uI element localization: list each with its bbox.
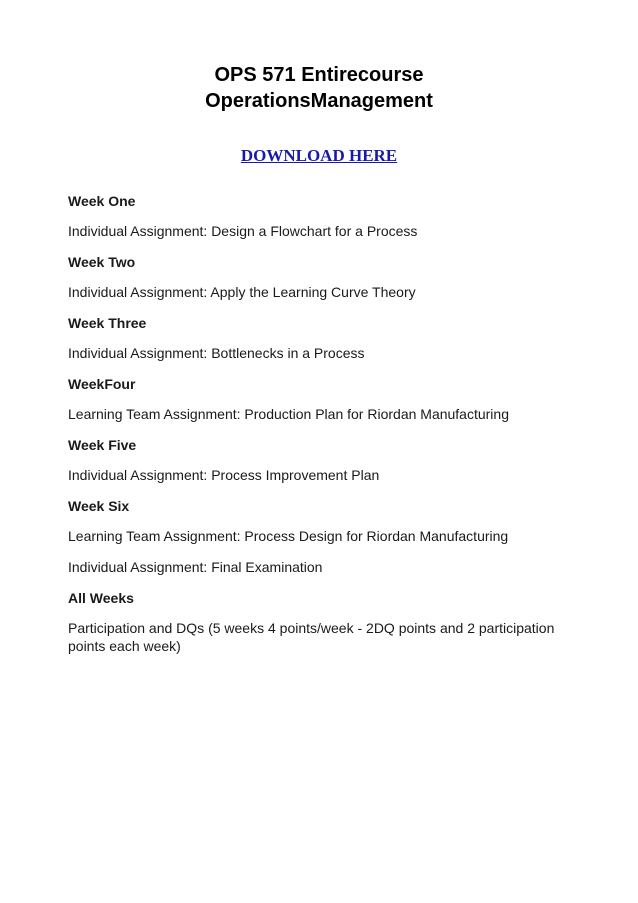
section-heading-week-three: Week Three	[68, 315, 147, 331]
assignment-item: Individual Assignment: Process Improvement Plan	[68, 467, 380, 483]
assignment-item: Learning Team Assignment: Process Design for Riordan Manufacturing	[68, 528, 509, 544]
download-link[interactable]: DOWNLOAD HERE	[240, 146, 398, 165]
section-heading-week-two: Week Two	[68, 254, 136, 270]
assignment-item: Individual Assignment: Bottlenecks in a Process	[68, 345, 365, 361]
section-heading-week-four: WeekFour	[68, 376, 136, 392]
section-heading-all-weeks: All Weeks	[68, 590, 134, 606]
document-title-line1: OPS 571 Entirecourse	[214, 64, 424, 86]
assignment-item: Individual Assignment: Apply the Learning Curve Theory	[68, 284, 416, 300]
course-outline	[68, 192, 588, 655]
section-heading-week-five: Week Five	[68, 437, 137, 453]
section-heading-week-one: Week One	[68, 193, 136, 209]
assignment-item: Participation and DQs (5 weeks 4 points/week - 2DQ points and 2 participation	[68, 620, 555, 636]
document-title-line2: OperationsManagement	[205, 90, 433, 112]
assignment-item: Individual Assignment: Final Examination	[68, 559, 323, 575]
assignment-item: Individual Assignment: Design a Flowchart for a Process	[68, 223, 418, 239]
section-heading-week-six: Week Six	[68, 498, 130, 514]
assignment-item-continuation: points each week)	[68, 638, 181, 654]
assignment-item: Learning Team Assignment: Production Plan for Riordan Manufacturing	[68, 406, 509, 422]
